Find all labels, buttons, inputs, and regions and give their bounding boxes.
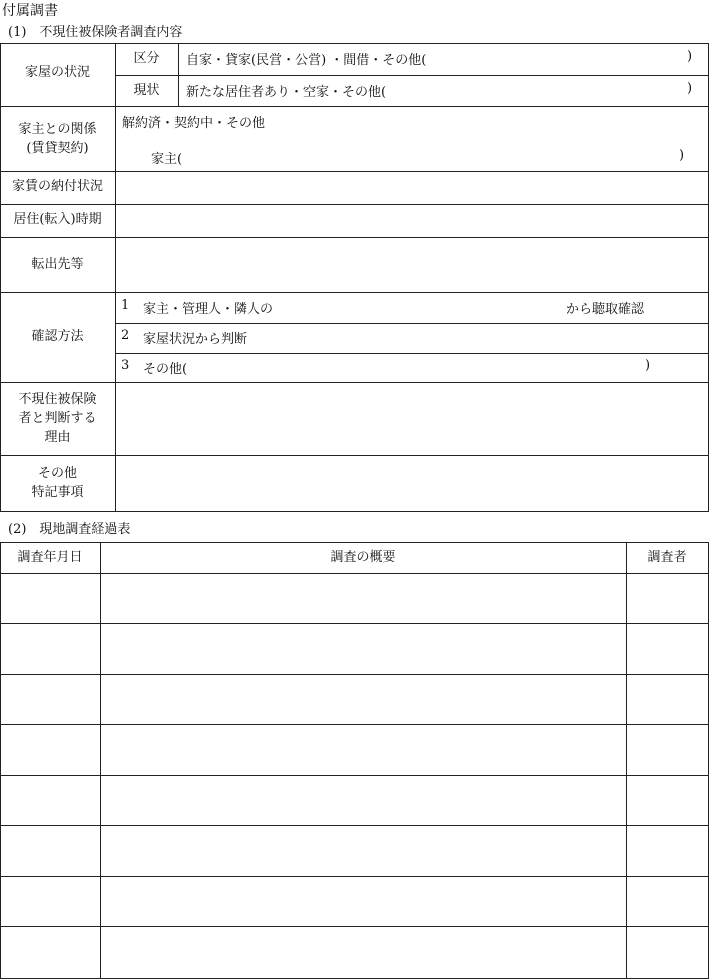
method-item3-close: )	[645, 358, 651, 373]
genjo-close: )	[687, 81, 693, 96]
reason-label-line3: 理由	[44, 430, 71, 445]
residence-period-label: 居住(転入)時期	[13, 212, 102, 227]
header-survey-date: 調査年月日	[17, 550, 83, 565]
confirmation-method-label: 確認方法	[31, 329, 84, 344]
kubun-label: 区分	[133, 51, 160, 66]
genjo-options: 新たな居住者あり・空家・その他(	[186, 85, 387, 100]
landlord-name-close: )	[679, 148, 685, 163]
landlord-name-label: 家主(	[151, 152, 183, 167]
landlord-label-line2: (賃貸契約)	[26, 141, 89, 156]
method-item1-suffix: から聴取確認	[566, 302, 645, 317]
header-surveyor: 調査者	[647, 550, 687, 565]
moveout-destination-label: 転出先等	[31, 257, 84, 272]
reason-label-line2: 者と判断する	[18, 411, 97, 426]
section1-title: (1) 不現住被保険者調査内容	[8, 25, 183, 40]
genjo-label: 現状	[133, 83, 160, 98]
contract-options: 解約済・契約中・その他	[122, 116, 266, 131]
section2-title: (2) 現地調査経過表	[8, 522, 131, 537]
method-item3-text: その他(	[143, 362, 188, 377]
remarks-label-line2: 特記事項	[31, 485, 84, 500]
header-survey-summary: 調査の概要	[330, 550, 396, 565]
method-item2-number: 2	[121, 328, 130, 343]
house-status-label: 家屋の状況	[24, 65, 90, 80]
method-item3-number: 3	[121, 358, 130, 373]
landlord-label-line1: 家主との関係	[18, 122, 97, 137]
method-item1-number: 1	[121, 298, 130, 313]
kubun-close: )	[687, 49, 693, 64]
rent-status-label: 家賃の納付状況	[11, 179, 103, 194]
remarks-label-line1: その他	[37, 466, 77, 481]
reason-label-line1: 不現住被保険	[18, 392, 97, 407]
method-item1-text: 家主・管理人・隣人の	[143, 302, 274, 317]
document-title: 付属調書	[2, 3, 58, 19]
kubun-options: 自家・貸家(民営・公営) ・間借・その他(	[186, 53, 427, 68]
method-item2-text: 家屋状況から判断	[143, 332, 248, 347]
